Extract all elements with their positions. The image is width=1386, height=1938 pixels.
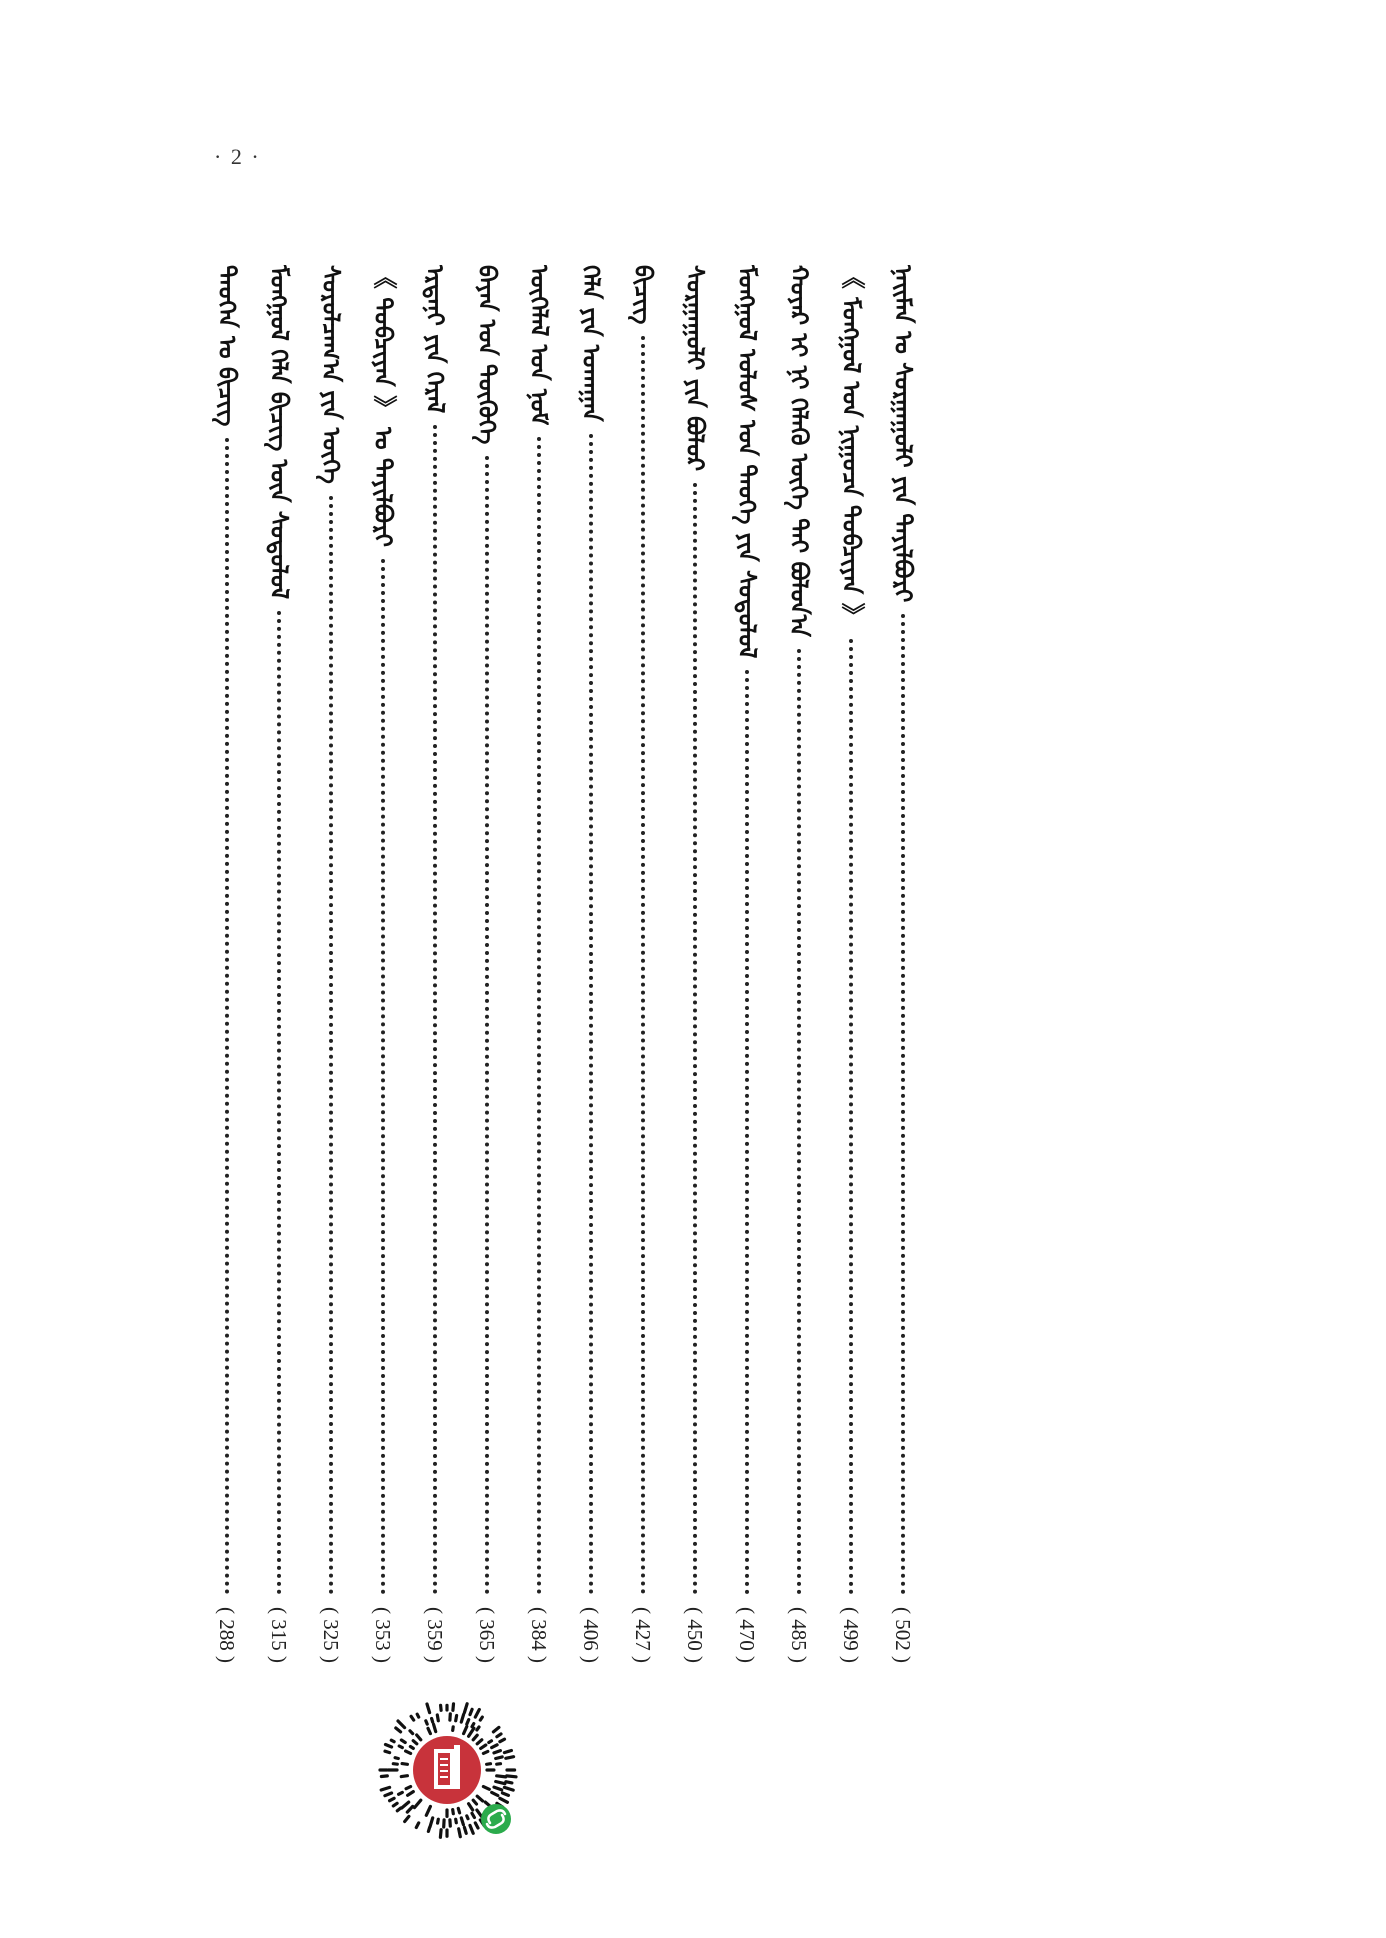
toc-entry[interactable] [470,265,504,1705]
toc-dot-leader [537,437,541,1595]
toc-entry-title: ᠦᠭᠡᠯᠡᠯ ᠤᠨ ᠨᠣᠮ [525,265,553,426]
toc-entry-page: ( 502 ) [891,1607,915,1663]
toc-entry[interactable] [886,265,920,1705]
toc-entry[interactable] [314,265,348,1705]
toc-dot-leader [641,336,645,1595]
mini-program-link-icon [481,1804,511,1834]
toc-entry-page: ( 427 ) [631,1607,655,1663]
toc-entry-title: ᠰᠤᠷᠤᠯᠴᠠᠭ᠎ᠠ ᠶᠢᠨ ᠦᠭᠡ [317,265,345,484]
toc-dot-leader [797,649,801,1595]
mini-program-code-icon[interactable] [372,1695,522,1845]
toc-dot-leader [433,425,437,1595]
toc-entry[interactable] [262,265,296,1705]
toc-entry-page: ( 359 ) [423,1607,447,1663]
toc-dot-leader [589,434,593,1595]
toc-entry-title: ᠪᠢᠴᠢᠭ᠌ [629,265,657,325]
toc-entry-title: 《 ᠲᠣᠪᠴᠢᠶᠠᠨ 》 ᠤ ᠲᠠᠶᠢᠯᠪᠤᠷᠢ [369,265,397,548]
toc-dot-leader [277,611,281,1595]
toc-entry-page: ( 499 ) [839,1607,863,1663]
toc-entry-title: 《 ᠮᠣᠩᠭᠣᠯ ᠤᠨ ᠨᠢᠭᠤᠴᠠ ᠲᠣᠪᠴᠢᠶᠠᠨ 》 [837,265,865,627]
toc-entry-title: ᠨᠠᠢᠮᠠᠨ ᠤ ᠰᠤᠷᠭᠠᠭᠤᠯᠢ ᠶᠢᠨ ᠲᠠᠶᠢᠯᠪᠤᠷᠢ [889,265,917,603]
toc-entry-page: ( 450 ) [683,1607,707,1663]
toc-entry-title: ᠮᠣᠩᠭᠣᠯ ᠬᠡᠯᠡ ᠪᠢᠴᠢᠭ᠌ ᠦᠨ ᠰᠤᠳᠤᠯᠤᠯ [265,265,293,600]
toc-entry[interactable] [626,265,660,1705]
toc-dot-leader [225,438,229,1595]
toc-entry[interactable] [522,265,556,1705]
toc-entry-title: ᠬᠡᠯᠡ ᠶᠢᠨ ᠤᠬᠠᠭᠠᠨ [577,265,605,422]
toc-dot-leader [901,614,905,1595]
toc-entry-page: ( 406 ) [579,1607,603,1663]
toc-entry-title: ᠪᠠᠶᠠᠨ ᠤᠨ ᠲᠦᠭᠦᠬᠡ [473,265,501,445]
toc-entry[interactable] [574,265,608,1705]
toc-entry[interactable] [834,265,868,1705]
toc-entry-page: ( 288 ) [215,1607,239,1663]
toc-entry-title: ᠡᠷᠳᠡᠨᠢ ᠶᠢᠨ ᠭᠡᠷᠡᠯ [421,265,449,414]
toc-dot-leader [329,496,333,1595]
toc-entry-page: ( 315 ) [267,1607,291,1663]
toc-entry[interactable] [678,265,712,1705]
toc-entry-title: ᠲᠡᠦᠬᠡᠨ ᠤ ᠪᠢᠴᠢᠭ᠌ [213,265,241,427]
toc-dot-leader [381,559,385,1595]
toc-entry-page: ( 485 ) [787,1607,811,1663]
toc-entry[interactable] [782,265,816,1705]
toc-entry-page: ( 470 ) [735,1607,759,1663]
toc-entry-page: ( 384 ) [527,1607,551,1663]
toc-entry-page: ( 365 ) [475,1607,499,1663]
page-number: · 2 · [214,144,261,169]
toc-entry[interactable] [366,265,400,1705]
toc-entry[interactable] [730,265,764,1705]
toc-entry-title: ᠬᠣᠶᠠᠷ ᠢ ᠨᠢ ᠬᠡᠯᠡᠬᠦ ᠦᠭᠡ ᠲᠠᠢ ᠪᠤᠯᠤᠨ᠎ᠠ [785,265,813,637]
table-of-contents [200,265,920,1705]
toc-dot-leader [849,639,853,1595]
toc-entry-page: ( 325 ) [319,1607,343,1663]
toc-entry[interactable] [210,265,244,1705]
toc-dot-leader [693,483,697,1595]
toc-entry-title: ᠰᠤᠷᠭᠠᠭᠤᠯᠢ ᠶᠢᠨ ᠪᠣᠯᠤᠷ [681,265,709,472]
toc-entry[interactable] [418,265,452,1705]
toc-entry-title: ᠮᠣᠩᠭᠣᠯ ᠤᠯᠤᠰ ᠤᠨ ᠲᠡᠦᠬᠡ ᠶᠢᠨ ᠰᠤᠳᠤᠯᠤᠯ [733,265,761,659]
toc-entry-page: ( 353 ) [371,1607,395,1663]
toc-dot-leader [485,456,489,1595]
book-icon [434,1745,460,1789]
toc-dot-leader [745,670,749,1595]
